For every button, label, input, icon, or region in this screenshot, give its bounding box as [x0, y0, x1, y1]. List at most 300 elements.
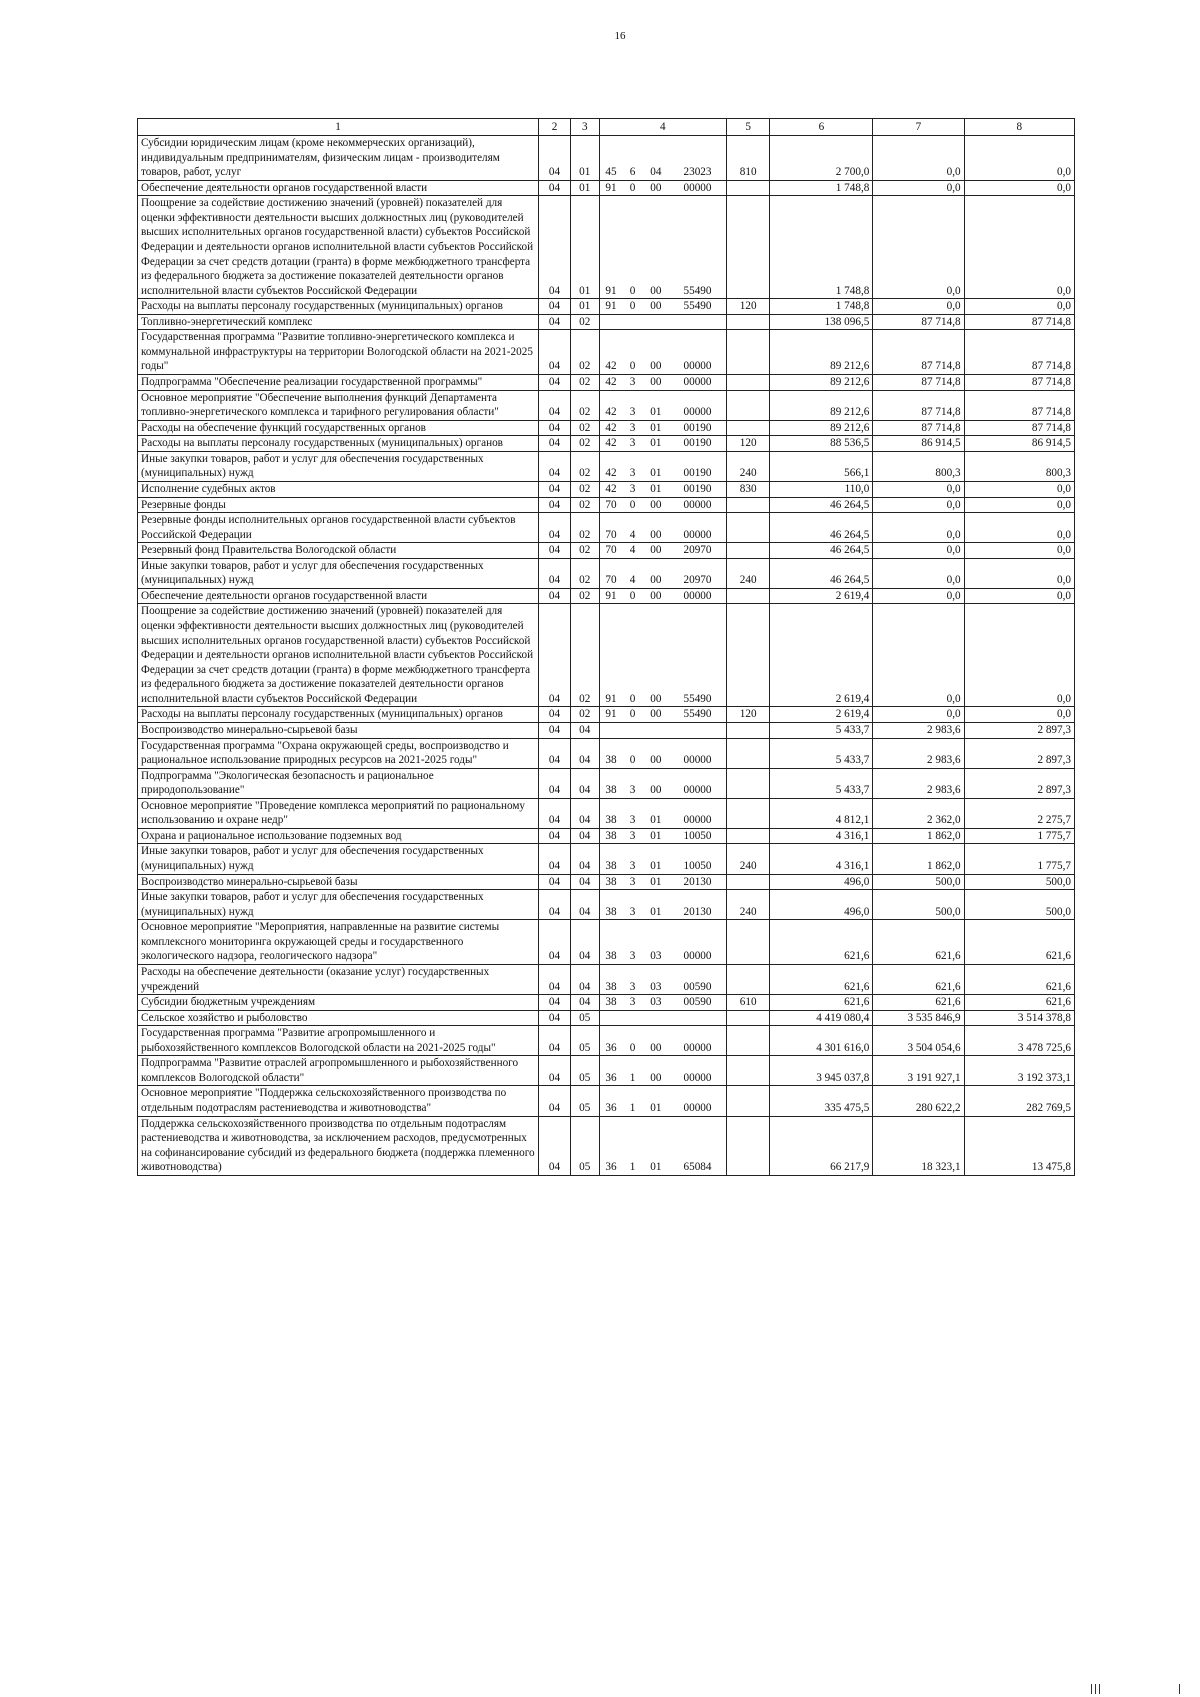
row-subprogram: 0	[622, 707, 642, 723]
table-row	[138, 890, 1075, 920]
scan-mark	[1090, 1684, 1104, 1697]
row-subprogram: 0	[622, 588, 642, 604]
row-activity: 00	[643, 513, 670, 543]
row-amount-col8: 2 275,7	[964, 798, 1074, 828]
row-subsection: 02	[570, 390, 599, 420]
row-subprogram: 3	[622, 481, 642, 497]
row-section: 04	[539, 874, 571, 890]
row-activity: 03	[643, 995, 670, 1011]
row-subsection: 04	[570, 828, 599, 844]
row-section: 04	[539, 180, 571, 196]
row-section: 04	[539, 481, 571, 497]
row-section: 04	[539, 558, 571, 588]
row-expense-type	[726, 828, 770, 844]
row-direction: 10050	[669, 828, 726, 844]
header-col-3: 3	[570, 119, 599, 136]
row-expense-type	[726, 798, 770, 828]
row-amount-col6: 4 316,1	[770, 828, 873, 844]
row-expense-type: 120	[726, 299, 770, 315]
row-activity: 00	[643, 330, 670, 375]
row-amount-col8: 0,0	[964, 481, 1074, 497]
row-subsection: 02	[570, 543, 599, 559]
row-expense-type	[726, 874, 770, 890]
row-direction: 00190	[669, 420, 726, 436]
row-direction: 00000	[669, 375, 726, 391]
row-program: 38	[599, 874, 622, 890]
row-program: 36	[599, 1116, 622, 1175]
row-expense-type	[726, 1010, 770, 1026]
row-name: Основное мероприятие "Обеспечение выполнения функций Департамента топливно-энергетического комплекса и тарифного регулирования области"	[138, 390, 539, 420]
row-amount-col8: 86 914,5	[964, 436, 1074, 452]
row-activity: 01	[643, 798, 670, 828]
row-amount-col7: 87 714,8	[873, 330, 964, 375]
table-row	[138, 588, 1075, 604]
row-expense-type	[726, 722, 770, 738]
row-program: 91	[599, 707, 622, 723]
row-section: 04	[539, 375, 571, 391]
row-activity: 00	[643, 1056, 670, 1086]
row-subprogram: 1	[622, 1056, 642, 1086]
row-amount-col6: 4 419 080,4	[770, 1010, 873, 1026]
row-amount-col6: 2 700,0	[770, 136, 873, 181]
row-expense-type	[726, 964, 770, 994]
row-subprogram: 0	[622, 180, 642, 196]
row-program	[599, 314, 622, 330]
row-activity	[643, 1010, 670, 1026]
row-direction: 00000	[669, 390, 726, 420]
row-direction	[669, 722, 726, 738]
row-subsection: 02	[570, 420, 599, 436]
row-activity: 00	[643, 375, 670, 391]
row-subprogram: 3	[622, 890, 642, 920]
row-program: 70	[599, 558, 622, 588]
row-subprogram: 0	[622, 604, 642, 707]
row-amount-col7: 0,0	[873, 136, 964, 181]
row-activity: 03	[643, 964, 670, 994]
row-direction	[669, 314, 726, 330]
row-amount-col8: 0,0	[964, 543, 1074, 559]
row-name: Субсидии бюджетным учреждениям	[138, 995, 539, 1011]
row-activity	[643, 722, 670, 738]
row-section: 04	[539, 314, 571, 330]
table-row	[138, 1056, 1075, 1086]
table-row	[138, 844, 1075, 874]
row-amount-col7: 0,0	[873, 604, 964, 707]
row-amount-col7: 0,0	[873, 299, 964, 315]
header-col-4: 4	[599, 119, 726, 136]
row-activity: 00	[643, 299, 670, 315]
row-name: Иные закупки товаров, работ и услуг для обеспечения государственных (муниципальных) нужд	[138, 558, 539, 588]
row-activity: 01	[643, 451, 670, 481]
scan-mark-icon	[1090, 1684, 1104, 1694]
row-subsection: 02	[570, 451, 599, 481]
row-section: 04	[539, 707, 571, 723]
row-amount-col6: 46 264,5	[770, 513, 873, 543]
row-program: 38	[599, 844, 622, 874]
row-section: 04	[539, 436, 571, 452]
row-subsection: 01	[570, 180, 599, 196]
row-amount-col6: 621,6	[770, 995, 873, 1011]
row-amount-col6: 5 433,7	[770, 738, 873, 768]
row-name: Основное мероприятие "Поддержка сельскохозяйственного производства по отдельным подотраслям растениеводства и животноводства"	[138, 1086, 539, 1116]
row-subsection: 02	[570, 314, 599, 330]
row-expense-type	[726, 196, 770, 299]
row-program: 42	[599, 390, 622, 420]
row-subprogram: 3	[622, 874, 642, 890]
row-subsection: 04	[570, 738, 599, 768]
row-amount-col8: 282 769,5	[964, 1086, 1074, 1116]
row-subsection: 04	[570, 768, 599, 798]
row-amount-col7: 2 362,0	[873, 798, 964, 828]
row-amount-col8: 2 897,3	[964, 738, 1074, 768]
header-col-8: 8	[964, 119, 1074, 136]
row-amount-col6: 4 301 616,0	[770, 1026, 873, 1056]
row-subprogram: 3	[622, 920, 642, 965]
row-subprogram: 6	[622, 136, 642, 181]
row-expense-type: 830	[726, 481, 770, 497]
row-amount-col8: 3 514 378,8	[964, 1010, 1074, 1026]
row-subsection: 04	[570, 874, 599, 890]
row-amount-col7: 0,0	[873, 497, 964, 513]
row-section: 04	[539, 1010, 571, 1026]
row-direction: 00000	[669, 1026, 726, 1056]
row-subsection: 04	[570, 722, 599, 738]
row-activity: 01	[643, 390, 670, 420]
row-name: Резервный фонд Правительства Вологодской области	[138, 543, 539, 559]
row-amount-col7: 0,0	[873, 196, 964, 299]
row-direction: 65084	[669, 1116, 726, 1175]
row-subsection: 02	[570, 707, 599, 723]
row-direction: 00000	[669, 920, 726, 965]
row-section: 04	[539, 136, 571, 181]
row-amount-col8: 621,6	[964, 964, 1074, 994]
row-program: 42	[599, 375, 622, 391]
row-amount-col6: 4 812,1	[770, 798, 873, 828]
row-direction: 00590	[669, 995, 726, 1011]
row-expense-type	[726, 180, 770, 196]
row-subsection: 05	[570, 1086, 599, 1116]
row-name: Государственная программа "Развитие топливно-энергетического комплекса и коммунальной инфраструктуры на территории Вологодской области на 2021-2025 годы"	[138, 330, 539, 375]
row-amount-col6: 46 264,5	[770, 497, 873, 513]
row-subprogram: 0	[622, 196, 642, 299]
row-activity: 01	[643, 844, 670, 874]
row-name: Подпрограмма "Развитие отраслей агропромышленного и рыбохозяйственного комплексов Вологодской области"	[138, 1056, 539, 1086]
row-subprogram: 1	[622, 1086, 642, 1116]
row-section: 04	[539, 722, 571, 738]
row-amount-col6: 110,0	[770, 481, 873, 497]
row-activity: 01	[643, 436, 670, 452]
row-activity: 00	[643, 543, 670, 559]
table-row	[138, 330, 1075, 375]
row-program: 36	[599, 1086, 622, 1116]
row-expense-type	[726, 513, 770, 543]
row-expense-type	[726, 1116, 770, 1175]
row-amount-col8: 1 775,7	[964, 828, 1074, 844]
row-program: 42	[599, 436, 622, 452]
row-section: 04	[539, 196, 571, 299]
row-amount-col8: 3 478 725,6	[964, 1026, 1074, 1056]
row-amount-col7: 280 622,2	[873, 1086, 964, 1116]
row-amount-col8: 800,3	[964, 451, 1074, 481]
row-program: 45	[599, 136, 622, 181]
table-row	[138, 497, 1075, 513]
row-amount-col8: 0,0	[964, 604, 1074, 707]
row-subsection: 02	[570, 558, 599, 588]
row-subprogram: 0	[622, 738, 642, 768]
table-row	[138, 136, 1075, 181]
row-section: 04	[539, 844, 571, 874]
row-name: Основное мероприятие "Проведение комплекса мероприятий по рациональному использованию и охране недр"	[138, 798, 539, 828]
row-expense-type	[726, 738, 770, 768]
row-expense-type: 610	[726, 995, 770, 1011]
row-expense-type	[726, 420, 770, 436]
row-direction: 23023	[669, 136, 726, 181]
row-subprogram: 3	[622, 844, 642, 874]
row-amount-col7: 2 983,6	[873, 768, 964, 798]
row-program: 42	[599, 420, 622, 436]
row-expense-type	[726, 588, 770, 604]
row-subprogram: 1	[622, 1116, 642, 1175]
row-subsection: 02	[570, 513, 599, 543]
row-amount-col8: 0,0	[964, 707, 1074, 723]
row-amount-col6: 2 619,4	[770, 707, 873, 723]
budget-table	[137, 118, 1075, 1176]
row-amount-col8: 3 192 373,1	[964, 1056, 1074, 1086]
row-subprogram: 3	[622, 390, 642, 420]
row-subprogram	[622, 314, 642, 330]
row-amount-col8: 2 897,3	[964, 722, 1074, 738]
row-amount-col6: 566,1	[770, 451, 873, 481]
row-section: 04	[539, 1116, 571, 1175]
row-expense-type: 240	[726, 890, 770, 920]
row-activity: 00	[643, 196, 670, 299]
row-amount-col8: 0,0	[964, 136, 1074, 181]
row-name: Резервные фонды	[138, 497, 539, 513]
row-amount-col7: 800,3	[873, 451, 964, 481]
row-expense-type	[726, 1026, 770, 1056]
row-amount-col6: 88 536,5	[770, 436, 873, 452]
row-name: Резервные фонды исполнительных органов государственной власти субъектов Российской Федерации	[138, 513, 539, 543]
row-section: 04	[539, 1086, 571, 1116]
row-program: 38	[599, 920, 622, 965]
row-direction: 00000	[669, 768, 726, 798]
row-section: 04	[539, 604, 571, 707]
row-name: Расходы на выплаты персоналу государственных (муниципальных) органов	[138, 436, 539, 452]
table-row	[138, 299, 1075, 315]
row-amount-col8: 13 475,8	[964, 1116, 1074, 1175]
row-activity: 00	[643, 707, 670, 723]
row-program: 42	[599, 451, 622, 481]
row-amount-col6: 496,0	[770, 890, 873, 920]
row-amount-col7: 0,0	[873, 543, 964, 559]
row-subsection: 02	[570, 497, 599, 513]
row-amount-col7: 0,0	[873, 558, 964, 588]
row-section: 04	[539, 828, 571, 844]
row-name: Воспроизводство минерально-сырьевой базы	[138, 722, 539, 738]
header-col-2: 2	[539, 119, 571, 136]
scan-mark-right	[1178, 1684, 1182, 1697]
row-program: 36	[599, 1026, 622, 1056]
row-name: Расходы на выплаты персоналу государственных (муниципальных) органов	[138, 299, 539, 315]
table-row	[138, 436, 1075, 452]
header-col-6: 6	[770, 119, 873, 136]
row-name: Расходы на обеспечение функций государственных органов	[138, 420, 539, 436]
row-direction: 00000	[669, 1056, 726, 1086]
row-amount-col7: 0,0	[873, 707, 964, 723]
row-subsection: 01	[570, 299, 599, 315]
row-name: Иные закупки товаров, работ и услуг для обеспечения государственных (муниципальных) нужд	[138, 844, 539, 874]
row-program: 91	[599, 604, 622, 707]
row-program: 38	[599, 828, 622, 844]
row-section: 04	[539, 513, 571, 543]
row-amount-col8: 1 775,7	[964, 844, 1074, 874]
row-amount-col7: 500,0	[873, 874, 964, 890]
row-amount-col7: 621,6	[873, 995, 964, 1011]
row-subsection: 01	[570, 136, 599, 181]
row-amount-col6: 46 264,5	[770, 543, 873, 559]
row-program: 38	[599, 738, 622, 768]
row-direction: 55490	[669, 299, 726, 315]
table-row	[138, 420, 1075, 436]
row-activity: 01	[643, 481, 670, 497]
row-activity: 00	[643, 604, 670, 707]
table-row	[138, 722, 1075, 738]
row-amount-col7: 87 714,8	[873, 314, 964, 330]
row-name: Воспроизводство минерально-сырьевой базы	[138, 874, 539, 890]
row-expense-type	[726, 604, 770, 707]
row-amount-col6: 66 217,9	[770, 1116, 873, 1175]
row-activity: 00	[643, 497, 670, 513]
row-amount-col8: 0,0	[964, 299, 1074, 315]
row-name: Поощрение за содействие достижению значений (уровней) показателей для оценки эффективности деятельности высших должностных лиц (руководителей высших исполнительных органов государственной власти) субъектов Российской Федерации и деятельности органов исполнительной власти субъектов Российской Федерации за счет средств дотации (гранта) в форме межбюджетного трансферта из федерального бюджета за достижение показателей деятельности органов исполнительной власти субъектов Российской Федерации	[138, 604, 539, 707]
row-section: 04	[539, 890, 571, 920]
row-activity: 01	[643, 420, 670, 436]
row-name: Иные закупки товаров, работ и услуг для обеспечения государственных (муниципальных) нужд	[138, 451, 539, 481]
row-subsection: 04	[570, 964, 599, 994]
row-name: Расходы на выплаты персоналу государственных (муниципальных) органов	[138, 707, 539, 723]
row-subsection: 01	[570, 196, 599, 299]
table-row	[138, 375, 1075, 391]
row-name: Охрана и рациональное использование подземных вод	[138, 828, 539, 844]
row-name: Расходы на обеспечение деятельности (оказание услуг) государственных учреждений	[138, 964, 539, 994]
row-amount-col6: 4 316,1	[770, 844, 873, 874]
row-subprogram: 3	[622, 798, 642, 828]
table-row	[138, 920, 1075, 965]
row-direction: 00000	[669, 798, 726, 828]
row-amount-col6: 89 212,6	[770, 390, 873, 420]
row-program: 38	[599, 964, 622, 994]
header-col-1: 1	[138, 119, 539, 136]
table-row	[138, 180, 1075, 196]
row-section: 04	[539, 1026, 571, 1056]
row-subsection: 02	[570, 604, 599, 707]
table-row	[138, 558, 1075, 588]
row-name: Иные закупки товаров, работ и услуг для обеспечения государственных (муниципальных) нужд	[138, 890, 539, 920]
row-direction: 00000	[669, 497, 726, 513]
row-direction: 00190	[669, 481, 726, 497]
table-row	[138, 964, 1075, 994]
row-name: Обеспечение деятельности органов государственной власти	[138, 588, 539, 604]
row-name: Поощрение за содействие достижению значений (уровней) показателей для оценки эффективности деятельности высших должностных лиц (руководителей высших исполнительных органов государственной власти) субъектов Российской Федерации и деятельности органов исполнительной власти субъектов Российской Федерации за счет средств дотации (гранта) в форме межбюджетного трансферта из федерального бюджета за достижение показателей деятельности органов исполнительной власти субъектов Российской Федерации	[138, 196, 539, 299]
row-direction: 20970	[669, 558, 726, 588]
row-activity: 01	[643, 890, 670, 920]
header-col-5: 5	[726, 119, 770, 136]
row-section: 04	[539, 420, 571, 436]
row-amount-col8: 87 714,8	[964, 375, 1074, 391]
row-subsection: 05	[570, 1010, 599, 1026]
row-amount-col6: 2 619,4	[770, 588, 873, 604]
row-amount-col8: 0,0	[964, 497, 1074, 513]
row-amount-col7: 87 714,8	[873, 420, 964, 436]
row-subprogram: 3	[622, 768, 642, 798]
row-program: 70	[599, 543, 622, 559]
row-name: Топливно-энергетический комплекс	[138, 314, 539, 330]
row-subprogram: 0	[622, 330, 642, 375]
row-activity: 00	[643, 180, 670, 196]
row-amount-col6: 1 748,8	[770, 196, 873, 299]
row-amount-col7: 86 914,5	[873, 436, 964, 452]
row-activity: 00	[643, 558, 670, 588]
page-number: 16	[614, 30, 626, 42]
row-program: 91	[599, 196, 622, 299]
row-direction: 55490	[669, 707, 726, 723]
row-direction: 55490	[669, 196, 726, 299]
row-amount-col6: 89 212,6	[770, 420, 873, 436]
table-row	[138, 1086, 1075, 1116]
table-row	[138, 995, 1075, 1011]
row-direction: 00000	[669, 738, 726, 768]
row-direction: 10050	[669, 844, 726, 874]
row-program: 38	[599, 768, 622, 798]
row-amount-col6: 2 619,4	[770, 604, 873, 707]
row-amount-col6: 335 475,5	[770, 1086, 873, 1116]
row-amount-col7: 2 983,6	[873, 738, 964, 768]
row-direction: 20130	[669, 874, 726, 890]
row-subsection: 02	[570, 436, 599, 452]
row-program	[599, 1010, 622, 1026]
table-row	[138, 828, 1075, 844]
row-program: 38	[599, 995, 622, 1011]
row-subprogram: 3	[622, 995, 642, 1011]
row-activity: 00	[643, 588, 670, 604]
row-amount-col6: 496,0	[770, 874, 873, 890]
row-expense-type	[726, 1056, 770, 1086]
row-subprogram: 3	[622, 964, 642, 994]
row-activity: 00	[643, 1026, 670, 1056]
row-expense-type: 240	[726, 844, 770, 874]
row-subprogram: 0	[622, 497, 642, 513]
row-name: Обеспечение деятельности органов государственной власти	[138, 180, 539, 196]
row-amount-col8: 87 714,8	[964, 420, 1074, 436]
table-row	[138, 707, 1075, 723]
row-section: 04	[539, 964, 571, 994]
row-direction: 00000	[669, 330, 726, 375]
row-amount-col7: 3 504 054,6	[873, 1026, 964, 1056]
row-direction: 20130	[669, 890, 726, 920]
row-amount-col8: 0,0	[964, 180, 1074, 196]
row-section: 04	[539, 451, 571, 481]
row-amount-col7: 2 983,6	[873, 722, 964, 738]
table-row	[138, 1026, 1075, 1056]
table-row	[138, 513, 1075, 543]
row-activity	[643, 314, 670, 330]
row-amount-col8: 621,6	[964, 920, 1074, 965]
row-subprogram: 3	[622, 420, 642, 436]
row-name: Подпрограмма "Экологическая безопасность и рациональное природопользование"	[138, 768, 539, 798]
row-subsection: 02	[570, 481, 599, 497]
table-row	[138, 874, 1075, 890]
row-activity: 00	[643, 738, 670, 768]
